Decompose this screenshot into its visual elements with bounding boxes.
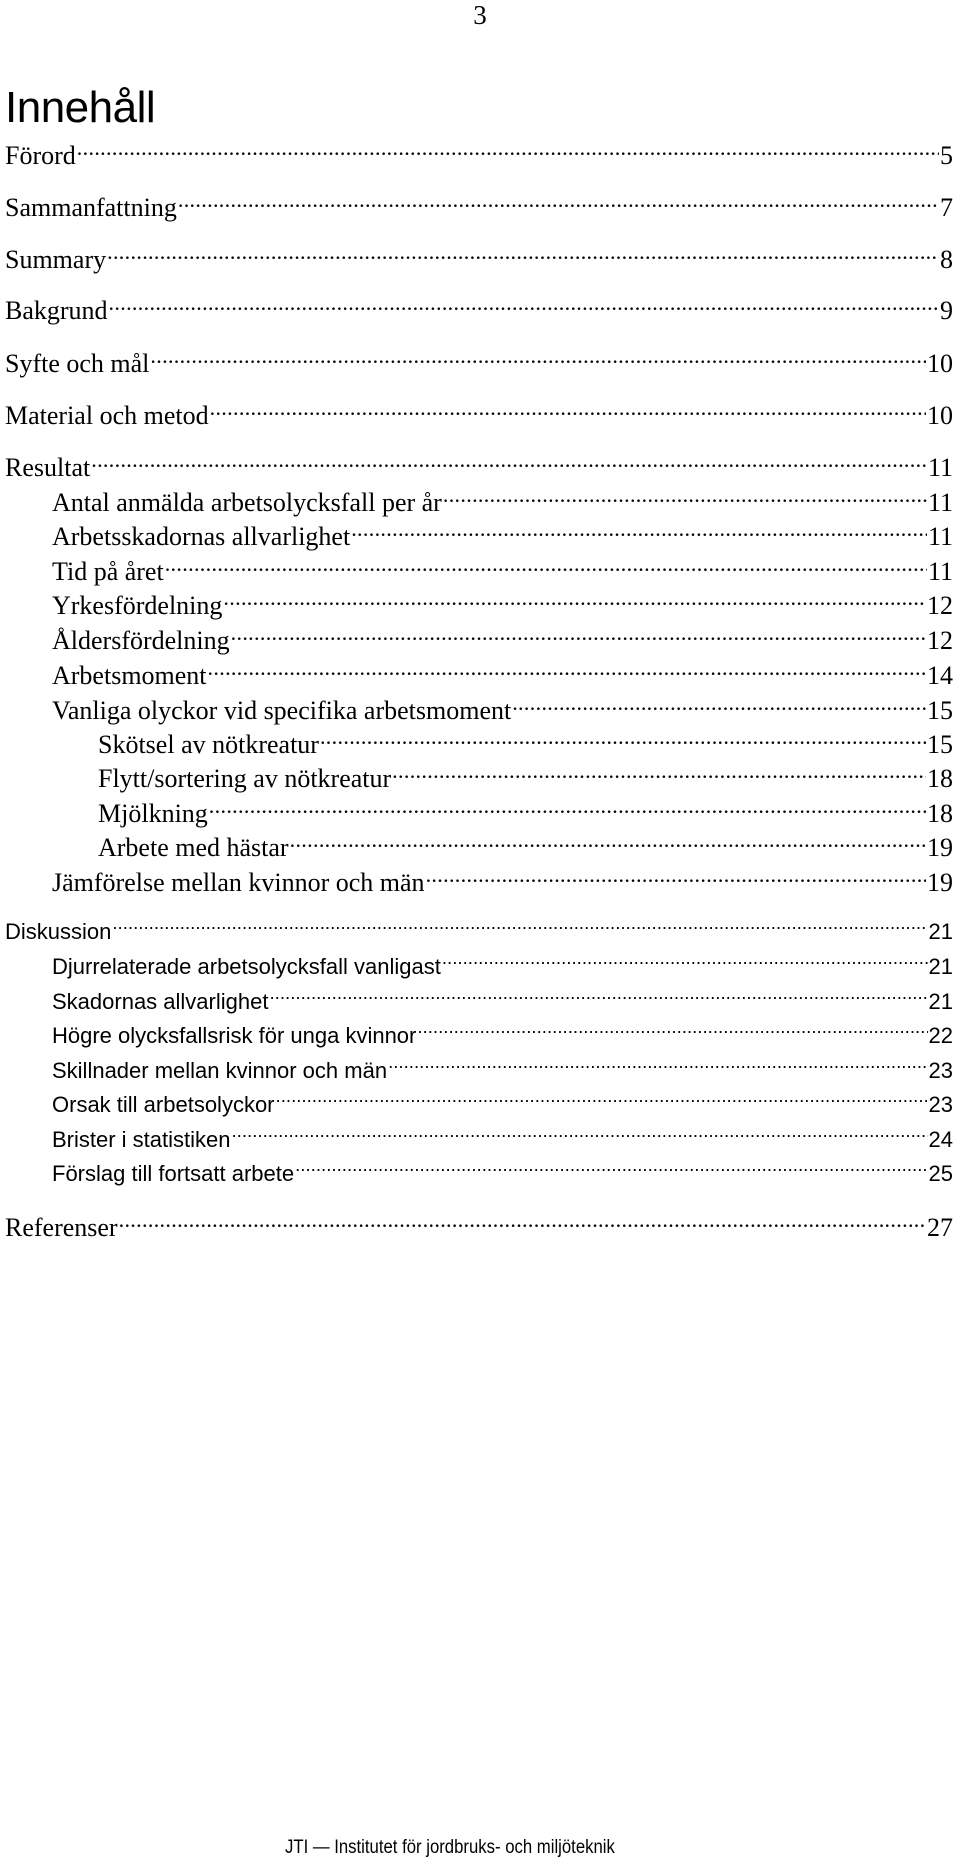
toc-entry[interactable] (98, 727, 953, 759)
dot-leader (178, 190, 939, 216)
toc-entry-page: 21 (928, 989, 953, 1014)
toc-entry-page: 12 (927, 591, 953, 620)
toc-entry[interactable] (52, 986, 953, 1018)
toc-entry-page: 9 (940, 296, 953, 325)
toc-entry-page: 12 (927, 626, 953, 655)
dot-leader (107, 242, 939, 268)
toc-entry-page: 25 (928, 1161, 953, 1186)
page-number: 3 (473, 0, 487, 30)
toc-entry[interactable] (5, 916, 953, 948)
page-footer: JTI — Institutet för jordbruks- och miljöteknik (285, 1837, 615, 1858)
toc-entry-label: Jämförelse mellan kvinnor och män (52, 868, 425, 897)
toc-entry-label: Arbetsskadornas allvarlighet (52, 522, 351, 551)
toc-entry[interactable] (52, 1124, 953, 1156)
toc-entry-label: Diskussion (5, 919, 112, 944)
toc-entry[interactable] (52, 623, 953, 655)
toc-entry-label: Flytt/sortering av nötkreatur (98, 764, 392, 793)
toc-entry[interactable] (52, 588, 953, 620)
toc-entry[interactable] (5, 450, 953, 482)
dot-leader (290, 830, 926, 856)
dot-leader (223, 588, 926, 614)
toc-entry-page: 19 (927, 833, 953, 862)
toc-entry[interactable] (5, 346, 953, 378)
toc-entry-label: Arbete med hästar (98, 833, 289, 862)
toc-entry-label: Åldersfördelning (52, 626, 230, 655)
page-title: Innehåll (5, 83, 156, 132)
toc-entry-page: 21 (928, 954, 953, 979)
toc-entry-page: 14 (927, 661, 953, 690)
dot-leader (77, 138, 939, 164)
toc-entry-page: 11 (927, 557, 953, 586)
toc-entry[interactable] (52, 1020, 953, 1052)
toc-entry-label: Förord (5, 141, 76, 170)
toc-entry-page: 23 (928, 1092, 953, 1117)
dot-leader (443, 485, 927, 511)
toc-entry-page: 15 (927, 696, 953, 725)
toc-entry[interactable] (52, 519, 953, 551)
toc-entry-page: 5 (940, 141, 953, 170)
dot-leader (269, 987, 927, 1009)
dot-leader (165, 554, 927, 580)
toc-entry-page: 11 (927, 488, 953, 517)
toc-entry[interactable] (52, 554, 953, 586)
dot-leader (210, 398, 926, 424)
toc-entry[interactable] (52, 865, 953, 897)
toc-entry-page: 18 (927, 799, 953, 828)
dot-leader (209, 796, 926, 822)
toc-entry-label: Skadornas allvarlighet (52, 989, 269, 1014)
toc-entry-page: 15 (927, 730, 953, 759)
dot-leader (417, 1021, 927, 1043)
toc-entry-label: Skötsel av nötkreatur (98, 730, 319, 759)
toc-entry[interactable] (98, 830, 953, 862)
toc-entry[interactable] (5, 293, 953, 325)
toc-entry[interactable] (52, 1089, 953, 1121)
toc-entry[interactable] (5, 138, 953, 170)
toc-entry-label: Yrkesfördelning (52, 591, 223, 620)
dot-leader (512, 693, 926, 719)
toc-entry-label: Orsak till arbetsolyckor (52, 1092, 275, 1117)
toc-entry-label: Summary (5, 245, 107, 274)
toc-entry-label: Brister i statistiken (52, 1127, 231, 1152)
dot-leader (119, 1210, 926, 1236)
toc-entry[interactable] (52, 658, 953, 690)
toc-entry-page: 23 (928, 1058, 953, 1083)
toc-entry-page: 24 (928, 1127, 953, 1152)
toc-entry-label: Antal anmälda arbetsolycksfall per år (52, 488, 442, 517)
toc-entry-label: Bakgrund (5, 296, 108, 325)
toc-entry-label: Skillnader mellan kvinnor och män (52, 1058, 388, 1083)
toc-entry-label: Högre olycksfallsrisk för unga kvinnor (52, 1023, 417, 1048)
toc-entry-page: 27 (927, 1213, 953, 1242)
dot-leader (388, 1056, 927, 1078)
toc-entry-page: 22 (928, 1023, 953, 1048)
toc-entry-label: Material och metod (5, 401, 209, 430)
toc-entry-page: 18 (927, 764, 953, 793)
dot-leader (442, 952, 928, 974)
dot-leader (351, 519, 927, 545)
dot-leader (91, 450, 927, 476)
dot-leader (232, 1125, 928, 1147)
dot-leader (150, 346, 926, 372)
toc-entry-page: 8 (940, 245, 953, 274)
toc-entry-page: 21 (928, 919, 953, 944)
toc-entry[interactable] (52, 1158, 953, 1190)
toc-entry-label: Referenser (5, 1213, 118, 1242)
toc-entry-label: Syfte och mål (5, 349, 150, 378)
toc-entry-label: Djurrelaterade arbetsolycksfall vanligast (52, 954, 441, 979)
dot-leader (112, 917, 927, 939)
dot-leader (295, 1159, 927, 1181)
toc-entry-label: Resultat (5, 453, 91, 482)
toc-entry-label: Vanliga olyckor vid specifika arbetsmoment (52, 696, 512, 725)
toc-entry-page: 7 (940, 193, 953, 222)
toc-entry[interactable] (52, 693, 953, 725)
dot-leader (231, 623, 926, 649)
dot-leader (109, 293, 939, 319)
toc-entry[interactable] (5, 398, 953, 430)
dot-leader (208, 658, 926, 684)
toc-entry-label: Förslag till fortsatt arbete (52, 1161, 295, 1186)
toc-entry-page: 10 (927, 401, 953, 430)
toc-entry[interactable] (5, 190, 953, 222)
toc-entry-page: 11 (927, 522, 953, 551)
toc-entry-page: 10 (927, 349, 953, 378)
toc-entry-page: 11 (927, 453, 953, 482)
toc-entry-label: Tid på året (52, 557, 164, 586)
toc-entry-label: Sammanfattning (5, 193, 177, 222)
toc-entry[interactable] (5, 242, 953, 274)
toc-entry[interactable] (52, 951, 953, 983)
toc-entry-label: Mjölkning (98, 799, 208, 828)
toc-entry[interactable] (98, 796, 953, 828)
toc-entry[interactable] (5, 1210, 953, 1242)
dot-leader (426, 865, 926, 891)
toc-entry-page: 19 (927, 868, 953, 897)
dot-leader (392, 761, 926, 787)
toc-entry[interactable] (52, 1055, 953, 1087)
dot-leader (276, 1090, 928, 1112)
dot-leader (320, 727, 926, 753)
toc-entry[interactable] (52, 485, 953, 517)
toc-entry-label: Arbetsmoment (52, 661, 207, 690)
toc-entry[interactable] (98, 761, 953, 793)
